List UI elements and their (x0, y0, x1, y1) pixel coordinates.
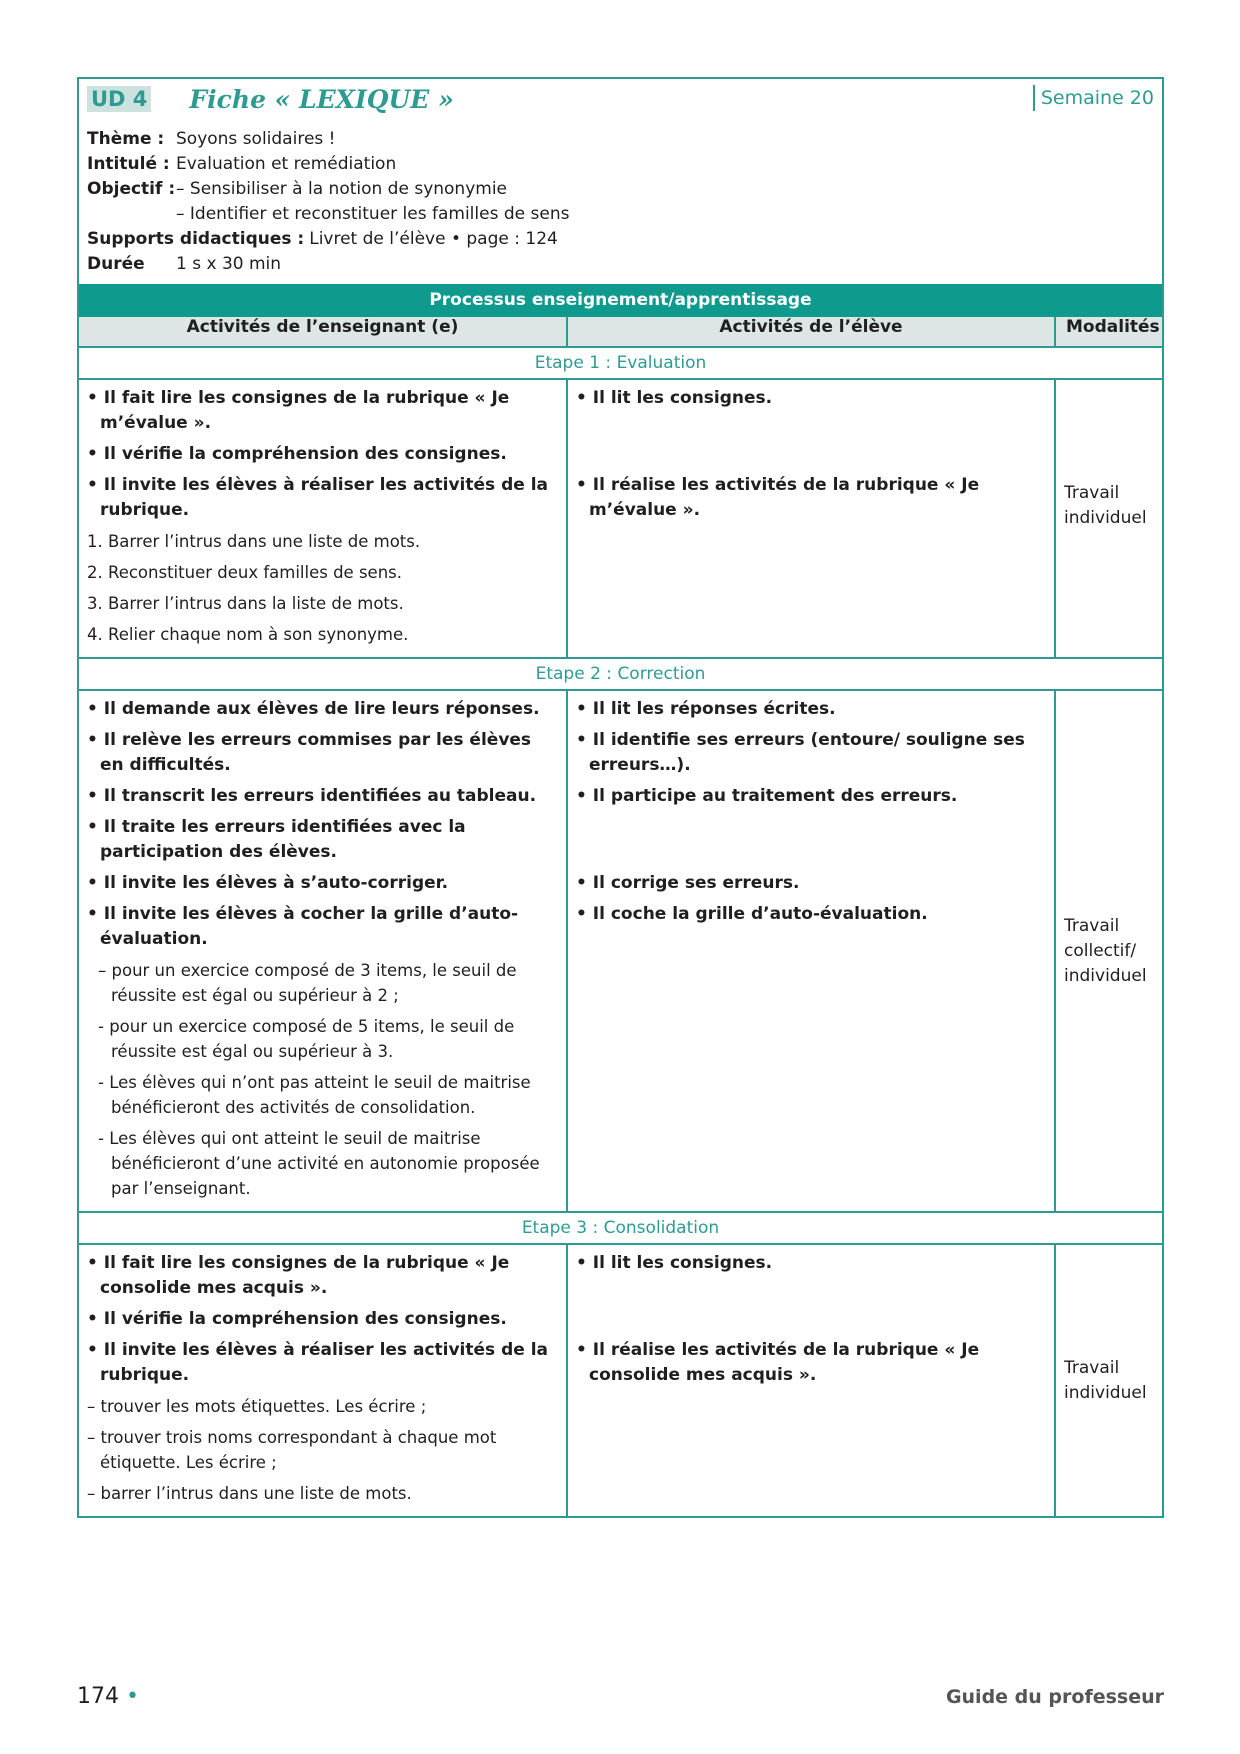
supports-value: Livret de l’élève • page : 124 (309, 229, 558, 249)
teacher-item: • Il traite les erreurs identifiées avec la participation des élèves. (87, 817, 466, 862)
modalite-cell (1055, 1244, 1162, 1516)
activities-table (79, 317, 1162, 1516)
meta-block (87, 127, 1154, 277)
teacher-item: • Il invite les élèves à cocher la grille d’auto-évaluation. (87, 904, 519, 949)
page-dot: • (126, 1684, 139, 1709)
table-row (79, 1244, 1162, 1516)
dash-item: - Les élèves qui n’ont pas atteint le seuil de maitrise bénéficieront des activités de consolidation. (98, 1073, 531, 1117)
teacher-item: • Il invite les élèves à réaliser les activités de la rubrique. (87, 475, 548, 520)
supports-label: Supports didactiques : (87, 229, 305, 249)
modalite-cell (1055, 379, 1162, 658)
teacher-item: • Il vérifie la compréhension des consignes. (87, 1309, 507, 1329)
student-item: • Il coche la grille d’auto-évaluation. (576, 904, 928, 924)
teacher-cell (79, 379, 567, 658)
modalite-line: individuel (1064, 1382, 1147, 1403)
teacher-item: • Il fait lire les consignes de la rubrique « Je consolide mes acquis ». (87, 1253, 510, 1298)
student-item: • Il réalise les activités de la rubrique « Je consolide mes acquis ». (576, 1340, 980, 1385)
modalite-line: collectif/ (1064, 940, 1137, 961)
student-item: • Il lit les consignes. (576, 1253, 773, 1273)
modalite-line: Travail (1064, 915, 1120, 936)
etape-row (79, 658, 1162, 690)
student-cell (567, 1244, 1055, 1516)
table-row (79, 690, 1162, 1212)
col-student: Activités de l’élève (567, 317, 1055, 347)
numbered-item: 3. Barrer l’intrus dans la liste de mots. (87, 594, 404, 613)
modalite-line: individuel (1064, 965, 1147, 986)
page-number-value: 174 (77, 1684, 119, 1709)
student-item: • Il lit les consignes. (576, 388, 773, 408)
teacher-item: • Il relève les erreurs commises par les élèves en difficultés. (87, 730, 532, 775)
process-band: Processus enseignement/apprentissage (79, 284, 1162, 317)
objectif-1: – Sensibiliser à la notion de synonymie (176, 179, 508, 199)
numbered-item: 1. Barrer l’intrus dans une liste de mots. (87, 532, 421, 551)
student-item: • Il réalise les activités de la rubrique « Je m’évalue ». (576, 475, 980, 520)
etape-row (79, 347, 1162, 379)
teacher-item: • Il fait lire les consignes de la rubrique « Je m’évalue ». (87, 388, 510, 433)
student-item: • Il identifie ses erreurs (entoure/ souligne ses erreurs…). (576, 730, 1025, 775)
intitule-label: Intitulé : (87, 154, 170, 174)
student-item: • Il corrige ses erreurs. (576, 873, 800, 893)
teacher-item: • Il demande aux élèves de lire leurs réponses. (87, 699, 540, 719)
page-number (77, 1684, 139, 1709)
table-row (79, 379, 1162, 658)
teacher-item: • Il vérifie la compréhension des consignes. (87, 444, 507, 464)
dash-item: - pour un exercice composé de 5 items, le seuil de réussite est égal ou supérieur à 3. (98, 1017, 515, 1061)
week-label: Semaine 20 (1033, 85, 1154, 111)
teacher-cell (79, 690, 567, 1212)
sheet-header (79, 79, 1162, 281)
table-header-row (79, 317, 1162, 347)
theme-value: Soyons solidaires ! (176, 129, 336, 149)
dash-item: – trouver les mots étiquettes. Les écrire ; (87, 1397, 427, 1416)
teacher-item: • Il transcrit les erreurs identifiées au tableau. (87, 786, 537, 806)
numbered-item: 4. Relier chaque nom à son synonyme. (87, 625, 409, 644)
col-modalites: Modalités (1055, 317, 1162, 347)
objectif-2: – Identifier et reconstituer les familles de sens (176, 204, 570, 224)
etape-2-title: Etape 2 : Correction (79, 658, 1162, 690)
teacher-cell (79, 1244, 567, 1516)
etape-1-title: Etape 1 : Evaluation (79, 347, 1162, 379)
objectif-label: Objectif : (87, 179, 176, 199)
duree-label: Durée (87, 254, 145, 274)
sheet-title: Fiche « LEXIQUE » (189, 84, 454, 114)
modalite-cell (1055, 690, 1162, 1212)
guide-title: Guide du professeur (945, 1686, 1164, 1708)
student-cell (567, 379, 1055, 658)
dash-item: - Les élèves qui ont atteint le seuil de maitrise bénéficieront d’une activité en autonomie proposée par l’enseignant. (98, 1129, 540, 1198)
dash-item: – barrer l’intrus dans une liste de mots. (87, 1484, 412, 1503)
modalite-line: Travail (1064, 1357, 1120, 1378)
etape-3-title: Etape 3 : Consolidation (79, 1212, 1162, 1244)
student-item: • Il lit les réponses écrites. (576, 699, 836, 719)
teacher-item: • Il invite les élèves à s’auto-corriger. (87, 873, 449, 893)
numbered-item: 2. Reconstituer deux familles de sens. (87, 563, 402, 582)
unit-badge: UD 4 (87, 86, 151, 112)
lesson-sheet (77, 77, 1164, 1518)
modalite-line: Travail (1064, 483, 1120, 503)
theme-label: Thème : (87, 129, 165, 149)
student-item: • Il participe au traitement des erreurs. (576, 786, 958, 806)
intitule-value: Evaluation et remédiation (176, 154, 397, 174)
title-line (87, 85, 1154, 113)
dash-item: – pour un exercice composé de 3 items, le seuil de réussite est égal ou supérieur à 2 ; (98, 961, 517, 1005)
student-cell (567, 690, 1055, 1212)
duree-value: 1 s x 30 min (176, 254, 282, 274)
dash-item: – trouver trois noms correspondant à chaque mot étiquette. Les écrire ; (87, 1428, 497, 1472)
modalite-line: individuel (1064, 508, 1147, 528)
teacher-item: • Il invite les élèves à réaliser les activités de la rubrique. (87, 1340, 548, 1385)
etape-row (79, 1212, 1162, 1244)
col-teacher: Activités de l’enseignant (e) (79, 317, 567, 347)
